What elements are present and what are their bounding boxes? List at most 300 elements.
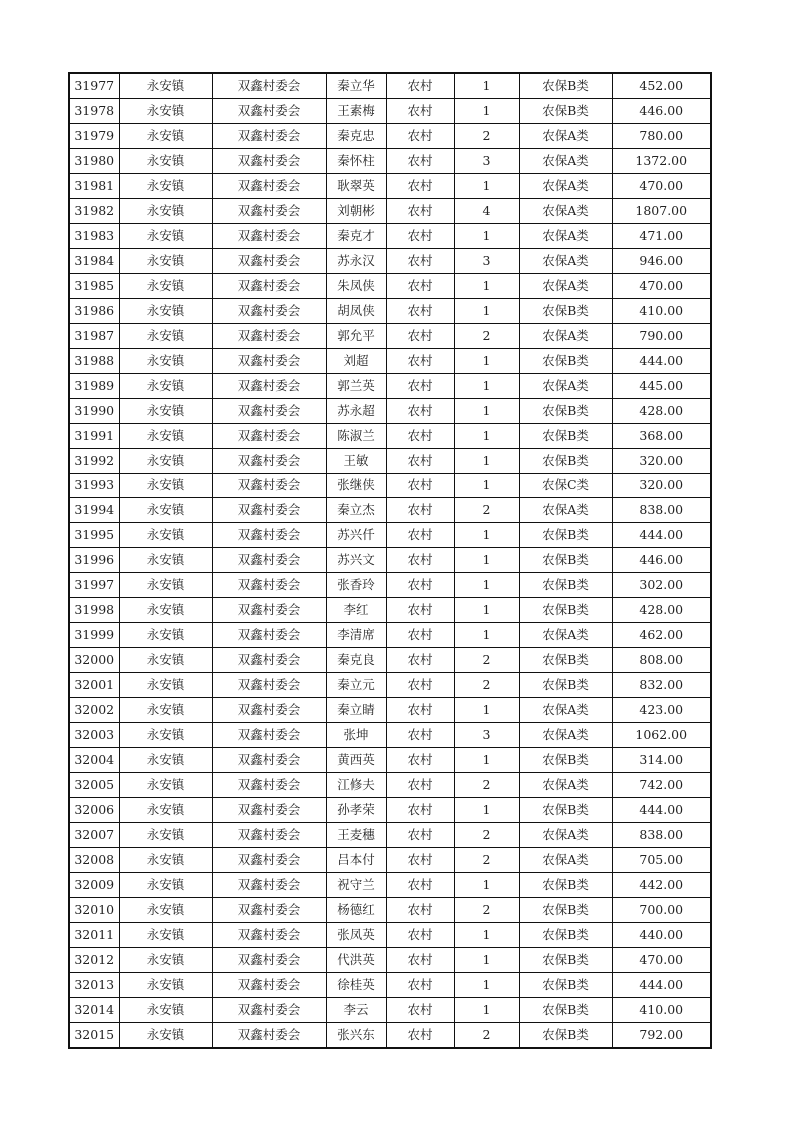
name-cell: 杨德红 (326, 897, 386, 922)
category-cell: 农保B类 (519, 648, 612, 673)
table-row (69, 323, 711, 348)
name-cell: 代洪英 (326, 947, 386, 972)
village-committee-cell: 双鑫村委会 (212, 198, 326, 223)
amount-cell: 838.00 (612, 498, 711, 523)
category-cell: 农保B类 (519, 523, 612, 548)
household-type-cell: 农村 (386, 972, 454, 997)
table-row (69, 623, 711, 648)
category-cell: 农保A类 (519, 273, 612, 298)
village-committee-cell: 双鑫村委会 (212, 373, 326, 398)
person-count-cell: 2 (454, 823, 519, 848)
household-type-cell: 农村 (386, 373, 454, 398)
name-cell: 秦立华 (326, 73, 386, 98)
amount-cell: 446.00 (612, 548, 711, 573)
row-id-cell: 31990 (69, 398, 119, 423)
name-cell: 李云 (326, 997, 386, 1022)
village-committee-cell: 双鑫村委会 (212, 123, 326, 148)
person-count-cell: 1 (454, 373, 519, 398)
town-cell: 永安镇 (119, 873, 212, 898)
household-type-cell: 农村 (386, 298, 454, 323)
category-cell: 农保B类 (519, 947, 612, 972)
name-cell: 秦克才 (326, 223, 386, 248)
category-cell: 农保A类 (519, 723, 612, 748)
person-count-cell: 1 (454, 173, 519, 198)
table-row (69, 922, 711, 947)
person-count-cell: 1 (454, 623, 519, 648)
household-type-cell: 农村 (386, 823, 454, 848)
person-count-cell: 1 (454, 798, 519, 823)
person-count-cell: 1 (454, 997, 519, 1022)
amount-cell: 705.00 (612, 848, 711, 873)
amount-cell: 1372.00 (612, 148, 711, 173)
name-cell: 苏兴文 (326, 548, 386, 573)
village-committee-cell: 双鑫村委会 (212, 748, 326, 773)
village-committee-cell: 双鑫村委会 (212, 573, 326, 598)
household-type-cell: 农村 (386, 698, 454, 723)
category-cell: 农保A类 (519, 698, 612, 723)
village-committee-cell: 双鑫村委会 (212, 1022, 326, 1047)
household-type-cell: 农村 (386, 598, 454, 623)
household-type-cell: 农村 (386, 623, 454, 648)
amount-cell: 471.00 (612, 223, 711, 248)
table-row (69, 498, 711, 523)
town-cell: 永安镇 (119, 798, 212, 823)
amount-cell: 452.00 (612, 73, 711, 98)
row-id-cell: 31982 (69, 198, 119, 223)
household-type-cell: 农村 (386, 98, 454, 123)
row-id-cell: 31979 (69, 123, 119, 148)
name-cell: 刘超 (326, 348, 386, 373)
row-id-cell: 32001 (69, 673, 119, 698)
person-count-cell: 1 (454, 273, 519, 298)
household-type-cell: 农村 (386, 198, 454, 223)
row-id-cell: 31992 (69, 448, 119, 473)
table-row (69, 648, 711, 673)
person-count-cell: 3 (454, 148, 519, 173)
row-id-cell: 32015 (69, 1022, 119, 1047)
name-cell: 李清席 (326, 623, 386, 648)
person-count-cell: 1 (454, 298, 519, 323)
person-count-cell: 1 (454, 223, 519, 248)
row-id-cell: 31999 (69, 623, 119, 648)
table-row (69, 348, 711, 373)
table-row (69, 897, 711, 922)
amount-cell: 428.00 (612, 598, 711, 623)
village-committee-cell: 双鑫村委会 (212, 648, 326, 673)
amount-cell: 302.00 (612, 573, 711, 598)
name-cell: 张凤英 (326, 922, 386, 947)
village-committee-cell: 双鑫村委会 (212, 947, 326, 972)
household-type-cell: 农村 (386, 773, 454, 798)
name-cell: 苏兴仟 (326, 523, 386, 548)
household-type-cell: 农村 (386, 922, 454, 947)
town-cell: 永安镇 (119, 248, 212, 273)
row-id-cell: 32004 (69, 748, 119, 773)
name-cell: 孙孝荣 (326, 798, 386, 823)
amount-cell: 1807.00 (612, 198, 711, 223)
table-row (69, 873, 711, 898)
household-type-cell: 农村 (386, 897, 454, 922)
category-cell: 农保B类 (519, 98, 612, 123)
category-cell: 农保B类 (519, 73, 612, 98)
name-cell: 江修夫 (326, 773, 386, 798)
village-committee-cell: 双鑫村委会 (212, 598, 326, 623)
table-row (69, 997, 711, 1022)
village-committee-cell: 双鑫村委会 (212, 323, 326, 348)
name-cell: 王素梅 (326, 98, 386, 123)
town-cell: 永安镇 (119, 73, 212, 98)
household-type-cell: 农村 (386, 423, 454, 448)
town-cell: 永安镇 (119, 323, 212, 348)
row-id-cell: 32000 (69, 648, 119, 673)
person-count-cell: 2 (454, 1022, 519, 1047)
row-id-cell: 32009 (69, 873, 119, 898)
category-cell: 农保B类 (519, 398, 612, 423)
row-id-cell: 32010 (69, 897, 119, 922)
person-count-cell: 1 (454, 922, 519, 947)
person-count-cell: 3 (454, 248, 519, 273)
table-body (69, 73, 711, 1048)
table-row (69, 773, 711, 798)
town-cell: 永安镇 (119, 997, 212, 1022)
category-cell: 农保A类 (519, 173, 612, 198)
household-type-cell: 农村 (386, 648, 454, 673)
town-cell: 永安镇 (119, 523, 212, 548)
town-cell: 永安镇 (119, 698, 212, 723)
amount-cell: 444.00 (612, 348, 711, 373)
household-type-cell: 农村 (386, 248, 454, 273)
person-count-cell: 2 (454, 498, 519, 523)
village-committee-cell: 双鑫村委会 (212, 398, 326, 423)
table-row (69, 598, 711, 623)
amount-cell: 946.00 (612, 248, 711, 273)
row-id-cell: 31978 (69, 98, 119, 123)
household-type-cell: 农村 (386, 173, 454, 198)
category-cell: 农保B类 (519, 448, 612, 473)
table-row (69, 298, 711, 323)
town-cell: 永安镇 (119, 648, 212, 673)
table-row (69, 748, 711, 773)
household-type-cell: 农村 (386, 723, 454, 748)
category-cell: 农保B类 (519, 573, 612, 598)
amount-cell: 470.00 (612, 173, 711, 198)
amount-cell: 446.00 (612, 98, 711, 123)
village-committee-cell: 双鑫村委会 (212, 897, 326, 922)
table-row (69, 673, 711, 698)
name-cell: 徐桂英 (326, 972, 386, 997)
row-id-cell: 32005 (69, 773, 119, 798)
person-count-cell: 1 (454, 523, 519, 548)
table-row (69, 273, 711, 298)
table-row (69, 423, 711, 448)
person-count-cell: 2 (454, 848, 519, 873)
person-count-cell: 1 (454, 548, 519, 573)
category-cell: 农保A类 (519, 248, 612, 273)
row-id-cell: 31985 (69, 273, 119, 298)
row-id-cell: 32002 (69, 698, 119, 723)
category-cell: 农保A类 (519, 498, 612, 523)
table-row (69, 1022, 711, 1047)
category-cell: 农保A类 (519, 123, 612, 148)
row-id-cell: 32014 (69, 997, 119, 1022)
name-cell: 秦克良 (326, 648, 386, 673)
village-committee-cell: 双鑫村委会 (212, 223, 326, 248)
household-type-cell: 农村 (386, 798, 454, 823)
town-cell: 永安镇 (119, 573, 212, 598)
name-cell: 郭允平 (326, 323, 386, 348)
person-count-cell: 1 (454, 972, 519, 997)
village-committee-cell: 双鑫村委会 (212, 723, 326, 748)
household-type-cell: 农村 (386, 473, 454, 498)
category-cell: 农保B类 (519, 873, 612, 898)
household-type-cell: 农村 (386, 1022, 454, 1047)
category-cell: 农保B类 (519, 897, 612, 922)
category-cell: 农保B类 (519, 922, 612, 947)
town-cell: 永安镇 (119, 748, 212, 773)
person-count-cell: 1 (454, 73, 519, 98)
name-cell: 秦克忠 (326, 123, 386, 148)
table-row (69, 523, 711, 548)
category-cell: 农保C类 (519, 473, 612, 498)
table-row (69, 848, 711, 873)
name-cell: 黄西英 (326, 748, 386, 773)
row-id-cell: 31977 (69, 73, 119, 98)
household-type-cell: 农村 (386, 548, 454, 573)
table-row (69, 173, 711, 198)
name-cell: 王麦穗 (326, 823, 386, 848)
amount-cell: 410.00 (612, 997, 711, 1022)
village-committee-cell: 双鑫村委会 (212, 798, 326, 823)
table-row (69, 73, 711, 98)
amount-cell: 440.00 (612, 922, 711, 947)
category-cell: 农保A类 (519, 373, 612, 398)
category-cell: 农保A类 (519, 848, 612, 873)
village-committee-cell: 双鑫村委会 (212, 498, 326, 523)
town-cell: 永安镇 (119, 348, 212, 373)
amount-cell: 320.00 (612, 473, 711, 498)
amount-cell: 445.00 (612, 373, 711, 398)
town-cell: 永安镇 (119, 148, 212, 173)
category-cell: 农保B类 (519, 798, 612, 823)
village-committee-cell: 双鑫村委会 (212, 623, 326, 648)
row-id-cell: 32008 (69, 848, 119, 873)
town-cell: 永安镇 (119, 398, 212, 423)
household-type-cell: 农村 (386, 348, 454, 373)
household-type-cell: 农村 (386, 498, 454, 523)
village-committee-cell: 双鑫村委会 (212, 922, 326, 947)
village-committee-cell: 双鑫村委会 (212, 298, 326, 323)
amount-cell: 792.00 (612, 1022, 711, 1047)
table-row (69, 823, 711, 848)
town-cell: 永安镇 (119, 623, 212, 648)
table-row (69, 548, 711, 573)
amount-cell: 700.00 (612, 897, 711, 922)
person-count-cell: 1 (454, 98, 519, 123)
town-cell: 永安镇 (119, 972, 212, 997)
row-id-cell: 31988 (69, 348, 119, 373)
household-type-cell: 农村 (386, 573, 454, 598)
row-id-cell: 31997 (69, 573, 119, 598)
amount-cell: 470.00 (612, 273, 711, 298)
amount-cell: 790.00 (612, 323, 711, 348)
row-id-cell: 31986 (69, 298, 119, 323)
person-count-cell: 1 (454, 873, 519, 898)
row-id-cell: 32006 (69, 798, 119, 823)
table-row (69, 473, 711, 498)
town-cell: 永安镇 (119, 473, 212, 498)
town-cell: 永安镇 (119, 173, 212, 198)
row-id-cell: 31996 (69, 548, 119, 573)
name-cell: 郭兰英 (326, 373, 386, 398)
amount-cell: 423.00 (612, 698, 711, 723)
name-cell: 陈淑兰 (326, 423, 386, 448)
category-cell: 农保B类 (519, 298, 612, 323)
name-cell: 张继侠 (326, 473, 386, 498)
person-count-cell: 1 (454, 398, 519, 423)
amount-cell: 444.00 (612, 523, 711, 548)
household-type-cell: 农村 (386, 223, 454, 248)
person-count-cell: 1 (454, 598, 519, 623)
town-cell: 永安镇 (119, 823, 212, 848)
category-cell: 农保B类 (519, 673, 612, 698)
table-row (69, 198, 711, 223)
amount-cell: 838.00 (612, 823, 711, 848)
row-id-cell: 32011 (69, 922, 119, 947)
town-cell: 永安镇 (119, 598, 212, 623)
category-cell: 农保A类 (519, 773, 612, 798)
table-row (69, 223, 711, 248)
person-count-cell: 1 (454, 348, 519, 373)
category-cell: 农保B类 (519, 1022, 612, 1047)
row-id-cell: 31984 (69, 248, 119, 273)
town-cell: 永安镇 (119, 423, 212, 448)
town-cell: 永安镇 (119, 723, 212, 748)
row-id-cell: 32003 (69, 723, 119, 748)
person-count-cell: 4 (454, 198, 519, 223)
village-committee-cell: 双鑫村委会 (212, 823, 326, 848)
town-cell: 永安镇 (119, 947, 212, 972)
person-count-cell: 2 (454, 648, 519, 673)
row-id-cell: 31981 (69, 173, 119, 198)
table-row (69, 947, 711, 972)
table-row (69, 798, 711, 823)
table-row (69, 573, 711, 598)
village-committee-cell: 双鑫村委会 (212, 673, 326, 698)
amount-cell: 780.00 (612, 123, 711, 148)
person-count-cell: 2 (454, 323, 519, 348)
village-committee-cell: 双鑫村委会 (212, 173, 326, 198)
category-cell: 农保A类 (519, 623, 612, 648)
category-cell: 农保A类 (519, 198, 612, 223)
category-cell: 农保B类 (519, 423, 612, 448)
table-row (69, 148, 711, 173)
name-cell: 苏永超 (326, 398, 386, 423)
row-id-cell: 32013 (69, 972, 119, 997)
amount-cell: 368.00 (612, 423, 711, 448)
household-type-cell: 农村 (386, 997, 454, 1022)
village-committee-cell: 双鑫村委会 (212, 997, 326, 1022)
town-cell: 永安镇 (119, 498, 212, 523)
category-cell: 农保B类 (519, 748, 612, 773)
household-type-cell: 农村 (386, 748, 454, 773)
row-id-cell: 31991 (69, 423, 119, 448)
category-cell: 农保B类 (519, 997, 612, 1022)
household-type-cell: 农村 (386, 673, 454, 698)
household-type-cell: 农村 (386, 448, 454, 473)
village-committee-cell: 双鑫村委会 (212, 473, 326, 498)
category-cell: 农保B类 (519, 972, 612, 997)
village-committee-cell: 双鑫村委会 (212, 548, 326, 573)
table-row (69, 123, 711, 148)
household-type-cell: 农村 (386, 123, 454, 148)
name-cell: 秦立元 (326, 673, 386, 698)
person-count-cell: 2 (454, 773, 519, 798)
row-id-cell: 31998 (69, 598, 119, 623)
amount-cell: 742.00 (612, 773, 711, 798)
name-cell: 秦立睛 (326, 698, 386, 723)
household-type-cell: 农村 (386, 848, 454, 873)
name-cell: 胡凤侠 (326, 298, 386, 323)
amount-cell: 462.00 (612, 623, 711, 648)
village-committee-cell: 双鑫村委会 (212, 273, 326, 298)
village-committee-cell: 双鑫村委会 (212, 523, 326, 548)
row-id-cell: 31994 (69, 498, 119, 523)
amount-cell: 314.00 (612, 748, 711, 773)
household-type-cell: 农村 (386, 73, 454, 98)
person-count-cell: 1 (454, 947, 519, 972)
amount-cell: 428.00 (612, 398, 711, 423)
amount-cell: 444.00 (612, 972, 711, 997)
person-count-cell: 1 (454, 698, 519, 723)
village-committee-cell: 双鑫村委会 (212, 73, 326, 98)
name-cell: 秦立杰 (326, 498, 386, 523)
table-row (69, 98, 711, 123)
table-row (69, 723, 711, 748)
row-id-cell: 31980 (69, 148, 119, 173)
town-cell: 永安镇 (119, 673, 212, 698)
name-cell: 王敏 (326, 448, 386, 473)
town-cell: 永安镇 (119, 373, 212, 398)
table-row (69, 398, 711, 423)
town-cell: 永安镇 (119, 98, 212, 123)
person-count-cell: 2 (454, 673, 519, 698)
table-row (69, 248, 711, 273)
household-type-cell: 农村 (386, 323, 454, 348)
town-cell: 永安镇 (119, 123, 212, 148)
name-cell: 张坤 (326, 723, 386, 748)
amount-cell: 808.00 (612, 648, 711, 673)
subsidy-table (68, 72, 712, 1049)
table-row (69, 698, 711, 723)
town-cell: 永安镇 (119, 897, 212, 922)
town-cell: 永安镇 (119, 273, 212, 298)
name-cell: 祝守兰 (326, 873, 386, 898)
row-id-cell: 31993 (69, 473, 119, 498)
row-id-cell: 31989 (69, 373, 119, 398)
row-id-cell: 31983 (69, 223, 119, 248)
person-count-cell: 1 (454, 423, 519, 448)
household-type-cell: 农村 (386, 523, 454, 548)
person-count-cell: 3 (454, 723, 519, 748)
person-count-cell: 1 (454, 473, 519, 498)
category-cell: 农保A类 (519, 223, 612, 248)
category-cell: 农保B类 (519, 348, 612, 373)
table-row (69, 972, 711, 997)
town-cell: 永安镇 (119, 773, 212, 798)
amount-cell: 442.00 (612, 873, 711, 898)
name-cell: 苏永汉 (326, 248, 386, 273)
town-cell: 永安镇 (119, 223, 212, 248)
